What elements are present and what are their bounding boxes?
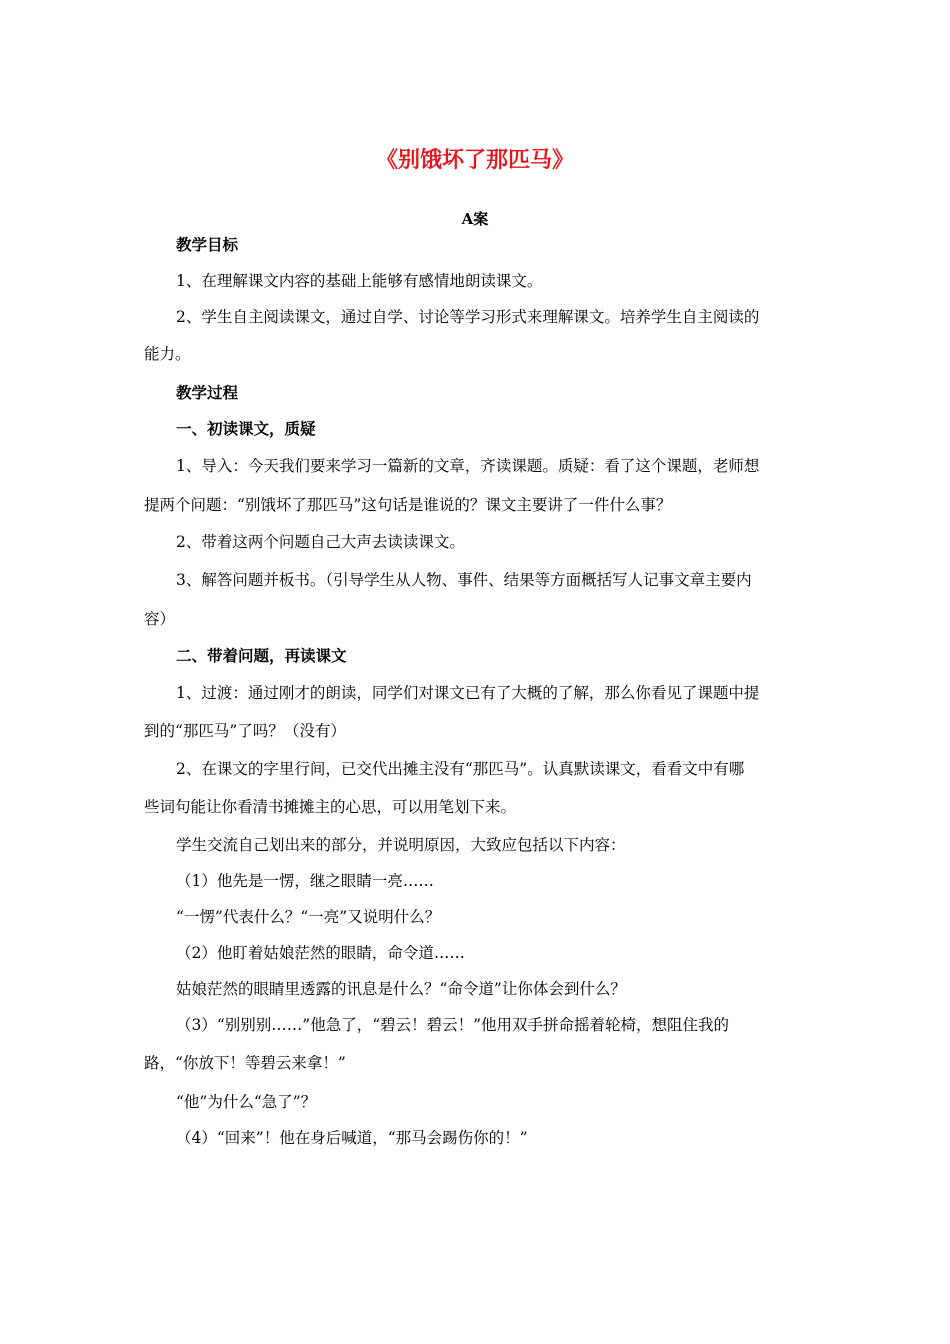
part-2-item-2-line-1: 2、在课文的字里行间，已交代出摊主没有“那匹马”。认真默读课文，看看文中有哪 [176, 760, 745, 778]
quote-2: （2）他盯着姑娘茫然的眼睛，命令道…… [176, 944, 465, 962]
quote-2-question: 姑娘茫然的眼睛里透露的讯息是什么？“命令道”让你体会到什么？ [176, 980, 626, 998]
quote-4: （4）“回来”！他在身后喊道，“那马会踢伤你的！” [176, 1129, 528, 1147]
part-2-heading: 二、带着问题，再读课文 [176, 646, 347, 665]
document-title: 《别饿坏了那匹马》 [375, 147, 574, 173]
part-1-item-1-line-2: 提两个问题：“别饿坏了那匹马”这句话是谁说的？课文主要讲了一件什么事？ [144, 496, 672, 514]
goal-2-line-1: 2、学生自主阅读课文，通过自学、讨论等学习形式来理解课文。培养学生自主阅读的 [176, 308, 760, 326]
section-label: A案 [461, 210, 489, 228]
quote-1: （1）他先是一愣，继之眼睛一亮…… [176, 872, 434, 890]
quote-3-line-1: （3）“别别别……”他急了，“碧云！碧云！”他用双手拼命摇着轮椅，想阻住我的 [176, 1016, 730, 1034]
part-1-item-1-line-1: 1、导入：今天我们要来学习一篇新的文章，齐读课题。质疑：看了这个课题，老师想 [176, 457, 760, 475]
quote-3-question: “他”为什么“急了”？ [176, 1093, 317, 1111]
heading-process: 教学过程 [176, 383, 239, 402]
part-2-item-3: 学生交流自己划出来的部分，并说明原因，大致应包括以下内容： [176, 836, 626, 854]
part-1-item-3-line-2: 容） [144, 610, 176, 628]
part-1-item-3-line-1: 3、解答问题并板书。（引导学生从人物、事件、结果等方面概括写人记事文章主要内 [176, 571, 752, 589]
part-1-item-2: 2、带着这两个问题自己大声去读读课文。 [176, 533, 465, 551]
part-1-heading: 一、初读课文，质疑 [176, 419, 316, 438]
goal-1: 1、在理解课文内容的基础上能够有感情地朗读课文。 [176, 272, 543, 290]
part-2-item-1-line-1: 1、过渡：通过刚才的朗读，同学们对课文已有了大概的了解，那么你看见了课题中提 [176, 684, 760, 702]
quote-1-question: “一愣”代表什么？“一亮”又说明什么？ [176, 908, 441, 926]
heading-goals: 教学目标 [176, 235, 239, 254]
part-2-item-2-line-2: 些词句能让你看清书摊摊主的心思，可以用笔划下来。 [144, 798, 517, 816]
goal-2-line-2: 能力。 [144, 345, 191, 363]
part-2-item-1-line-2: 到的“那匹马”了吗？（没有） [144, 722, 346, 740]
quote-3-line-2: 路，“你放下！等碧云来拿！” [144, 1054, 346, 1072]
